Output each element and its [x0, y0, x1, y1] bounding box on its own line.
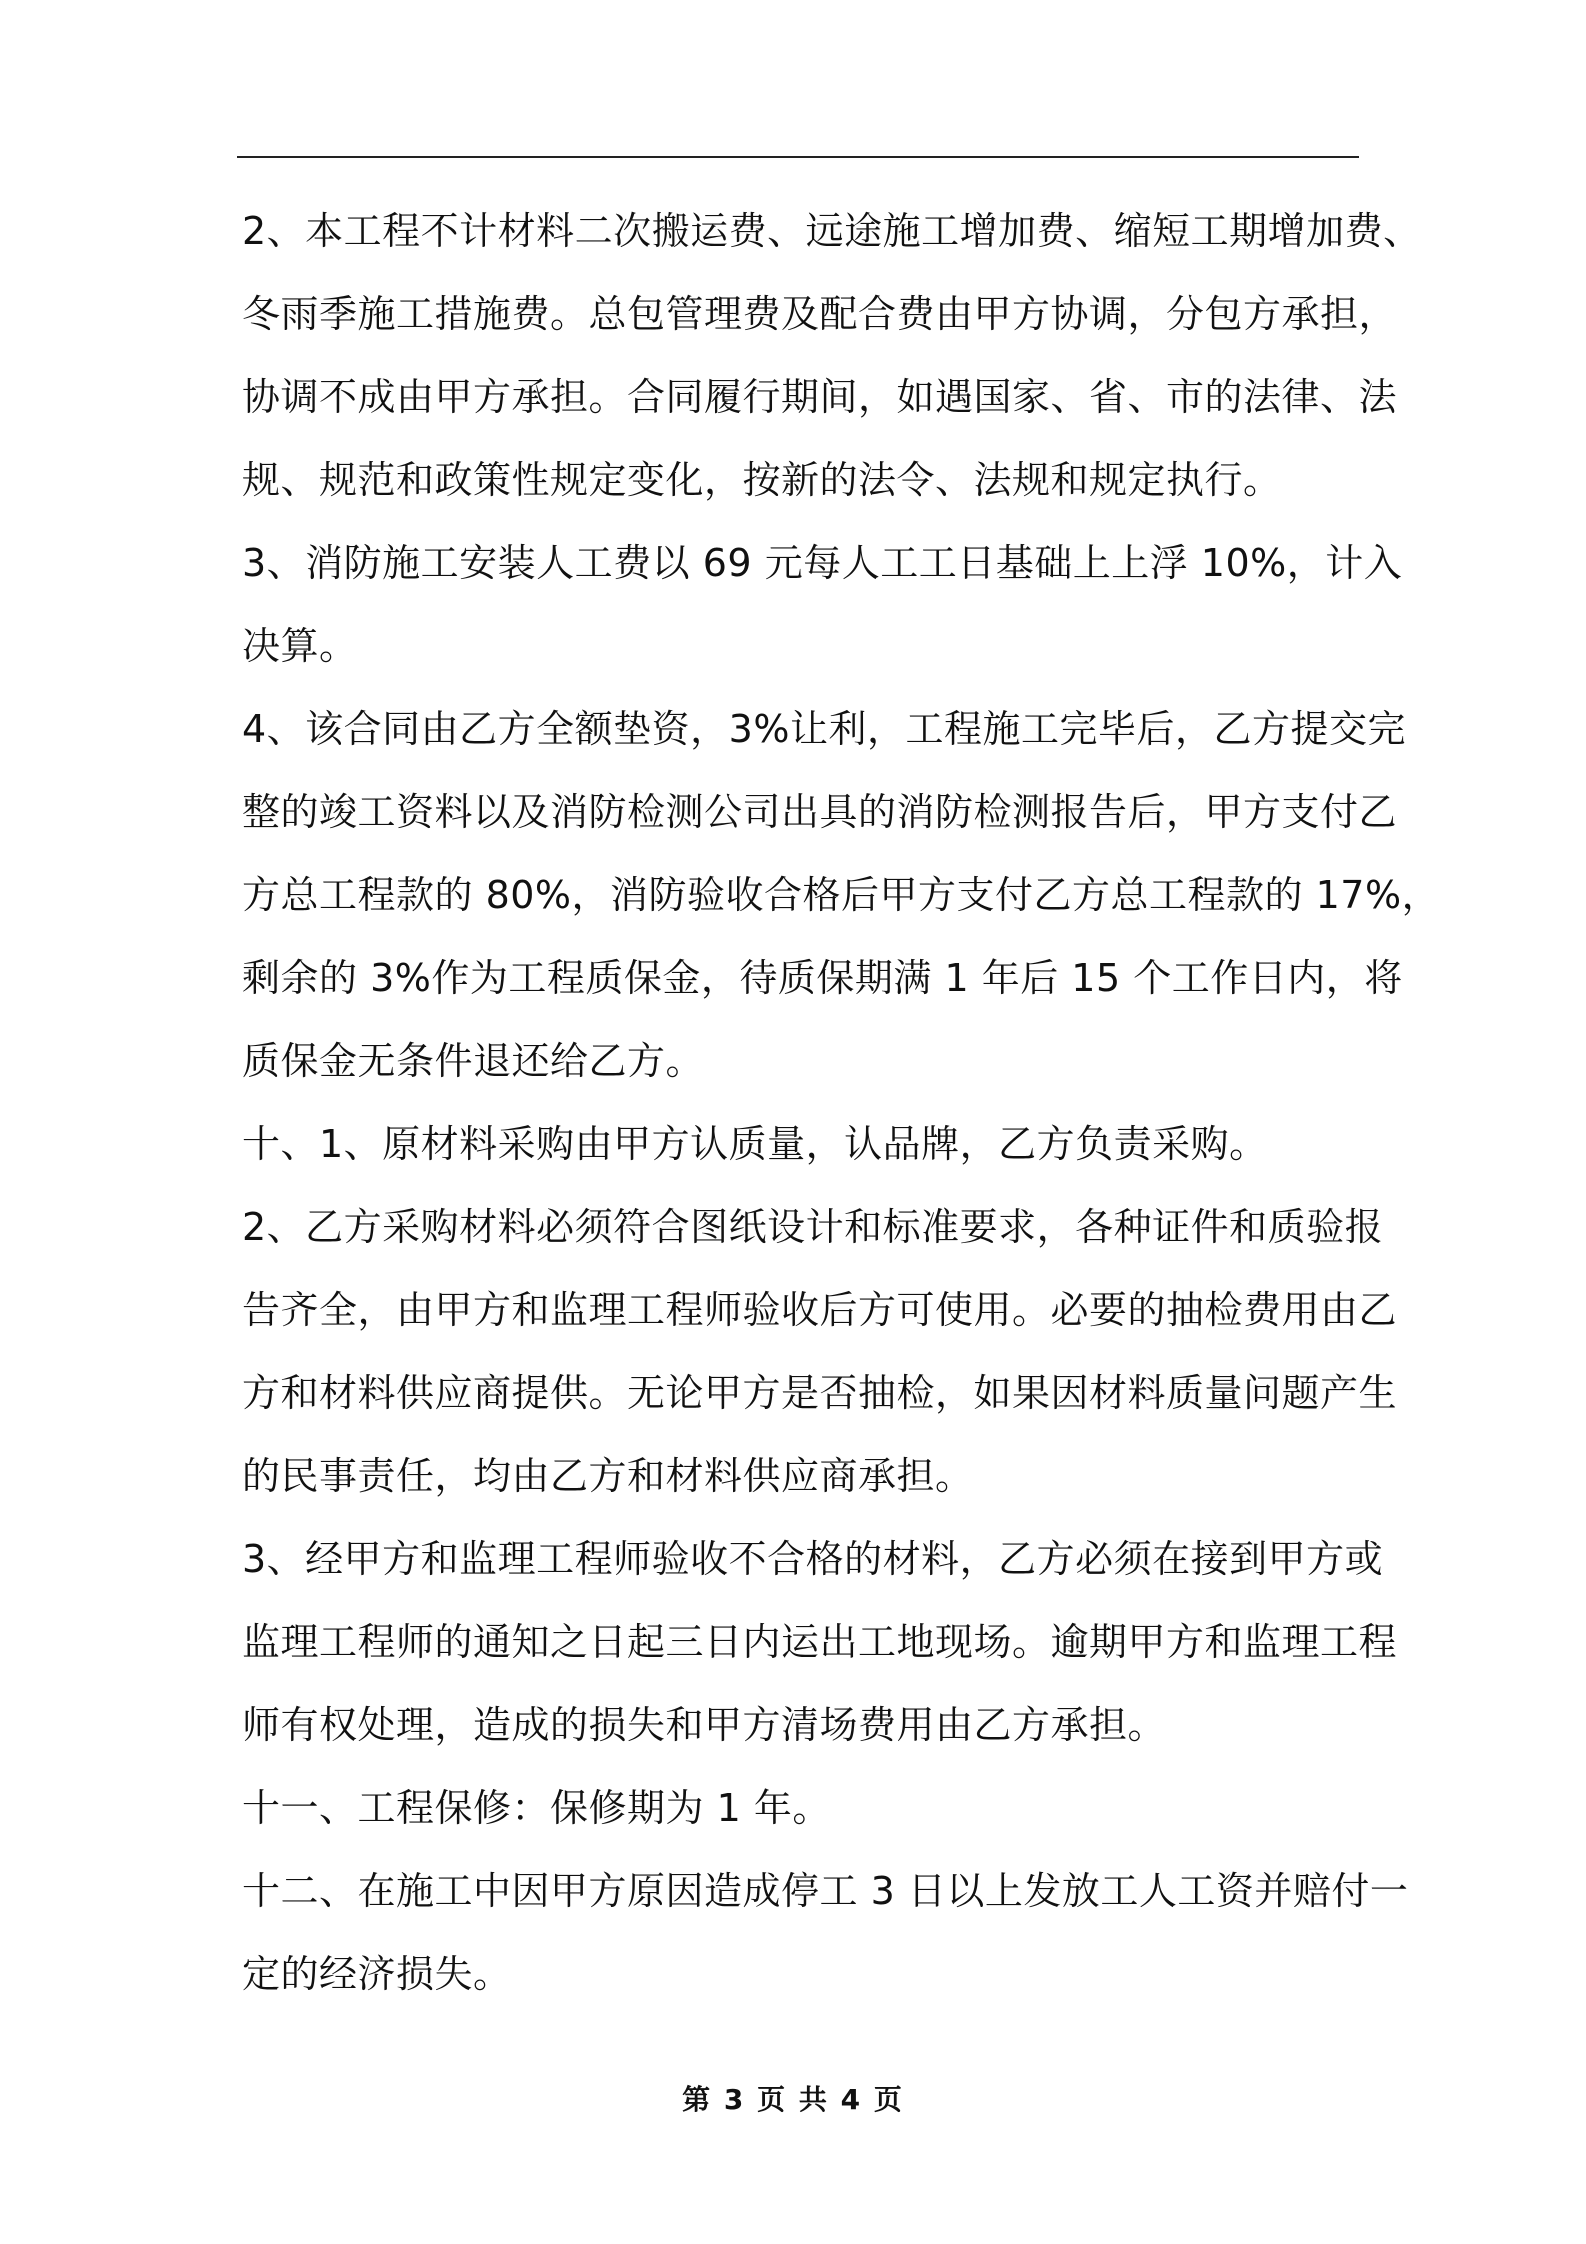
text-line: 2、本工程不计材料二次搬运费、远途施工增加费、缩短工期增加费、 — [242, 209, 1422, 253]
text-line: 师有权处理，造成的损失和甲方清场费用由乙方承担。 — [242, 1703, 1167, 1747]
text-line: 剩余的 3%作为工程质保金，待质保期满 1 年后 15 个工作日内，将 — [242, 956, 1403, 1000]
header-rule — [237, 156, 1359, 158]
page-number: 第 3 页 共 4 页 — [682, 2083, 904, 2116]
text-line: 冬雨季施工措施费。总包管理费及配合费由甲方协调，分包方承担， — [242, 292, 1398, 336]
text-line: 方总工程款的 80%，消防验收合格后甲方支付乙方总工程款的 17%， — [242, 873, 1441, 917]
text-line: 协调不成由甲方承担。合同履行期间，如遇国家、省、市的法律、法 — [242, 375, 1398, 419]
text-line: 十二、在施工中因甲方原因造成停工 3 日以上发放工人工资并赔付一 — [242, 1869, 1409, 1913]
text-line: 告齐全，由甲方和监理工程师验收后方可使用。必要的抽检费用由乙 — [242, 1288, 1398, 1332]
text-line: 十、1、原材料采购由甲方认质量，认品牌，乙方负责采购。 — [242, 1122, 1268, 1166]
text-line: 3、经甲方和监理工程师验收不合格的材料，乙方必须在接到甲方或 — [242, 1537, 1384, 1581]
document-body — [242, 190, 1441, 2016]
text-line: 定的经济损失。 — [242, 1952, 512, 1996]
text-line: 4、该合同由乙方全额垫资，3%让利，工程施工完毕后，乙方提交完 — [242, 707, 1406, 751]
text-line: 质保金无条件退还给乙方。 — [242, 1039, 705, 1083]
text-line: 监理工程师的通知之日起三日内运出工地现场。逾期甲方和监理工程 — [242, 1620, 1398, 1664]
text-line: 2、乙方采购材料必须符合图纸设计和标准要求，各种证件和质验报 — [242, 1205, 1384, 1249]
text-line: 方和材料供应商提供。无论甲方是否抽检，如果因材料质量问题产生 — [242, 1371, 1398, 1415]
text-line: 的民事责任，均由乙方和材料供应商承担。 — [242, 1454, 974, 1498]
text-line: 决算。 — [242, 624, 358, 668]
text-line: 3、消防施工安装人工费以 69 元每人工工日基础上上浮 10%，计入 — [242, 541, 1403, 585]
text-line: 十一、工程保修：保修期为 1 年。 — [242, 1786, 831, 1830]
text-line: 整的竣工资料以及消防检测公司出具的消防检测报告后，甲方支付乙 — [242, 790, 1398, 834]
text-line: 规、规范和政策性规定变化，按新的法令、法规和规定执行。 — [242, 458, 1282, 502]
